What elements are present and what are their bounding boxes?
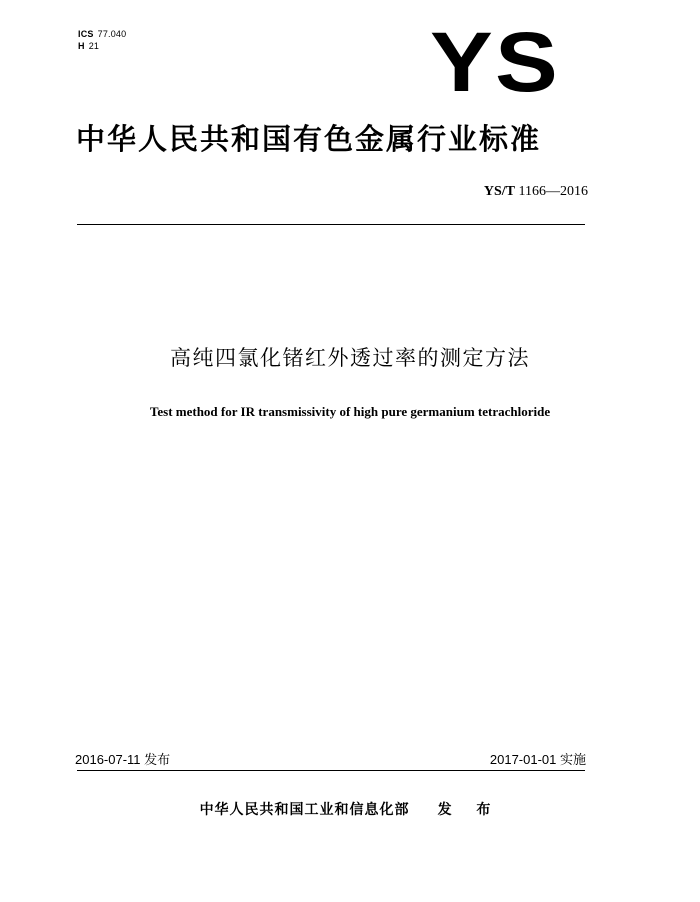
issuing-authority — [0, 800, 700, 820]
standard-category-title: 中华人民共和国有色金属行业标准 — [76, 122, 542, 156]
ccs-label: H — [78, 41, 85, 51]
ccs-value: 21 — [88, 41, 100, 51]
ics-label: ICS — [78, 29, 94, 39]
ccs-code — [78, 40, 126, 52]
document-title-chinese: 高纯四氯化锗红外透过率的测定方法 — [170, 346, 530, 370]
ys-logo: YS — [430, 15, 560, 109]
standard-number-value: 1166—2016 — [518, 184, 588, 199]
issuer-action: 发 布 — [437, 802, 501, 818]
standard-number-prefix: YS/T — [483, 184, 516, 199]
top-divider — [77, 224, 585, 225]
standard-number — [484, 183, 588, 201]
ics-code — [78, 28, 126, 40]
issuer-name: 中华人民共和国工业和信息化部 — [199, 802, 410, 818]
bottom-divider — [77, 770, 585, 771]
classification-codes — [78, 28, 126, 52]
implementation-date: 2017-01-01 实施 — [489, 752, 586, 767]
document-title-english: Test method for IR transmissivity of high pure germanium tetrachloride — [149, 404, 551, 419]
ics-value: 77.040 — [97, 29, 127, 39]
issue-date: 2016-07-11 发布 — [75, 752, 171, 767]
